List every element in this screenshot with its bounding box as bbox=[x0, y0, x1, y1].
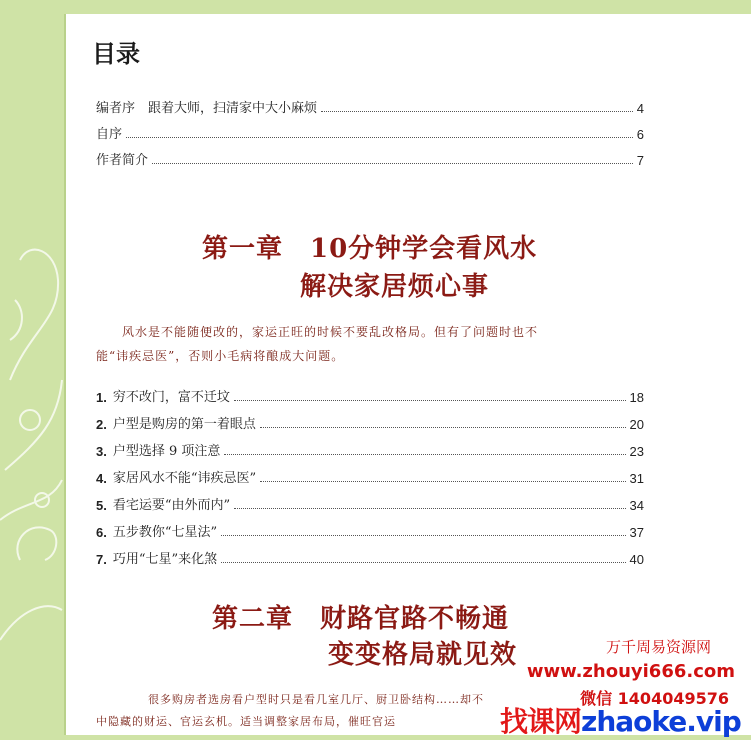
chapter-2-intro-line1: 很多购房者选房看户型时只是看几室几厅、厨卫卧结构……却不 bbox=[148, 693, 484, 706]
toc-entry-ch1-6[interactable] bbox=[96, 520, 644, 540]
toc-entry-number: 1. bbox=[96, 390, 107, 405]
watermark-url: www.zhouyi666.com bbox=[526, 661, 735, 682]
toc-entry-ch1-3[interactable] bbox=[96, 439, 644, 459]
leader-dots bbox=[221, 535, 625, 536]
chapter-2-title-line2: 变变格局就见效 bbox=[328, 640, 518, 670]
toc-entry-page: 4 bbox=[636, 101, 644, 116]
toc-entry-label: 看宅运要“由外而内” bbox=[112, 498, 231, 513]
toc-entry-label: 家居风水不能“讳疾忌医” bbox=[112, 471, 257, 486]
toc-entry-ch1-2[interactable] bbox=[96, 412, 644, 432]
toc-entry-number: 7. bbox=[96, 552, 107, 567]
toc-entry-page: 31 bbox=[629, 471, 644, 486]
chapter-2-title-line1: 第二章 财路官路不畅通 bbox=[212, 604, 510, 634]
toc-entry-preface-author[interactable] bbox=[96, 122, 644, 142]
toc-entry-page: 7 bbox=[636, 153, 644, 168]
toc-entry-page: 37 bbox=[629, 525, 644, 540]
chapter-1-title-line2: 解决家居烦心事 bbox=[300, 272, 490, 302]
toc-entry-page: 18 bbox=[629, 390, 644, 405]
toc-entry-ch1-1[interactable] bbox=[96, 385, 644, 405]
toc-page bbox=[64, 14, 751, 735]
toc-entry-ch1-7[interactable] bbox=[96, 547, 644, 567]
leader-dots bbox=[234, 508, 625, 509]
toc-entry-ch1-4[interactable] bbox=[96, 466, 644, 486]
toc-entry-preface-editor[interactable] bbox=[96, 96, 644, 116]
toc-entry-label: 户型选择 9 项注意 bbox=[112, 444, 221, 459]
toc-entry-number: 3. bbox=[96, 444, 107, 459]
toc-entry-author-bio[interactable] bbox=[96, 148, 644, 168]
leader-dots bbox=[152, 163, 633, 164]
toc-entry-label: 编者序 跟着大师，扫清家中大小麻烦 bbox=[96, 101, 318, 116]
toc-entry-label: 作者简介 bbox=[96, 153, 149, 168]
leader-dots bbox=[260, 481, 625, 482]
toc-entry-number: 6. bbox=[96, 525, 107, 540]
watermark-brand bbox=[500, 700, 741, 740]
toc-entry-label: 巧用“七星”来化煞 bbox=[112, 552, 218, 567]
toc-entry-label: 户型是购房的第一着眼点 bbox=[112, 417, 256, 432]
toc-entry-page: 34 bbox=[629, 498, 644, 513]
toc-entry-label: 穷不改门，富不迁坟 bbox=[112, 390, 230, 405]
leader-dots bbox=[234, 400, 626, 401]
chapter-1-intro-line1: 风水是不能随便改的，家运正旺的时候不要乱改格局。但有了问题时也不 bbox=[122, 325, 539, 339]
toc-entry-page: 20 bbox=[629, 417, 644, 432]
watermark-wechat: 微信 1404049576 bbox=[580, 689, 729, 708]
page-title: 目录 bbox=[92, 40, 140, 68]
toc-entry-label: 自序 bbox=[96, 127, 123, 142]
leader-dots bbox=[224, 454, 625, 455]
chapter-1-intro-line2: 能“讳疾忌医”，否则小毛病将酿成大问题。 bbox=[96, 349, 345, 363]
toc-entry-page: 23 bbox=[629, 444, 644, 459]
watermark-brand-domain: zhaoke.vip bbox=[581, 705, 741, 738]
toc-entry-page: 40 bbox=[629, 552, 644, 567]
leader-dots bbox=[126, 137, 633, 138]
toc-entry-number: 2. bbox=[96, 417, 107, 432]
chapter-1-title-line1: 第一章 10分钟学会看风水 bbox=[202, 234, 538, 264]
leader-dots bbox=[221, 562, 625, 563]
leader-dots bbox=[321, 111, 633, 112]
toc-entry-ch1-5[interactable] bbox=[96, 493, 644, 513]
toc-entry-label: 五步教你“七星法” bbox=[112, 525, 218, 540]
watermark-brand-cn: 找课网 bbox=[500, 705, 582, 738]
toc-entry-number: 5. bbox=[96, 498, 107, 513]
watermark-site-name: 万千周易资源网 bbox=[605, 638, 711, 656]
toc-entry-page: 6 bbox=[636, 127, 644, 142]
toc-entry-number: 4. bbox=[96, 471, 107, 486]
leader-dots bbox=[260, 427, 626, 428]
chapter-2-intro-line2: 中隐藏的财运、官运玄机。适当调整家居布局，催旺官运 bbox=[96, 715, 396, 728]
